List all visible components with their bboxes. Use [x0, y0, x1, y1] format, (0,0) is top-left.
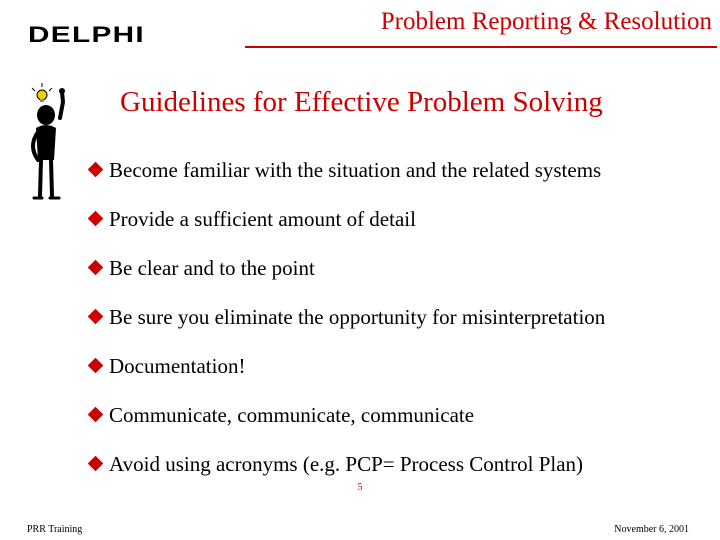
idea-person-icon [22, 80, 72, 202]
bullet-text: Avoid using acronyms (e.g. PCP= Process Control Plan) [109, 452, 584, 476]
bullet-item [86, 207, 605, 256]
bullet-item [86, 305, 605, 354]
bullet-item [86, 256, 605, 305]
bullet-item [86, 354, 605, 403]
page-number: 5 [357, 482, 363, 493]
bullet-item [86, 452, 605, 501]
bullet-text: Communicate, communicate, communicate [109, 403, 475, 427]
header-title: Problem Reporting & Resolution [380, 8, 712, 35]
diamond-bullet-icon [88, 309, 104, 325]
footer-date: November 6, 2001 [614, 524, 689, 535]
bullet-item [86, 403, 605, 452]
bullet-item [86, 158, 605, 207]
diamond-bullet-icon [88, 407, 104, 423]
bullet-text: Be clear and to the point [109, 256, 315, 280]
bullet-text: Documentation! [109, 354, 246, 378]
bullet-text: Become familiar with the situation and the related systems [109, 158, 602, 182]
diamond-bullet-icon [88, 358, 104, 374]
diamond-bullet-icon [88, 456, 104, 472]
lightbulb-icon [32, 83, 52, 102]
bullet-text: Be sure you eliminate the opportunity for misinterpretation [109, 305, 606, 329]
header-divider [245, 46, 717, 48]
diamond-bullet-icon [88, 211, 104, 227]
bullet-list [86, 158, 605, 501]
diamond-bullet-icon [88, 260, 104, 276]
delphi-logo: DELPHI [28, 22, 146, 47]
diamond-bullet-icon [88, 162, 104, 178]
slide-title: Guidelines for Effective Problem Solving [120, 86, 603, 118]
footer-label: PRR Training [27, 524, 83, 535]
bullet-text: Provide a sufficient amount of detail [109, 207, 416, 231]
